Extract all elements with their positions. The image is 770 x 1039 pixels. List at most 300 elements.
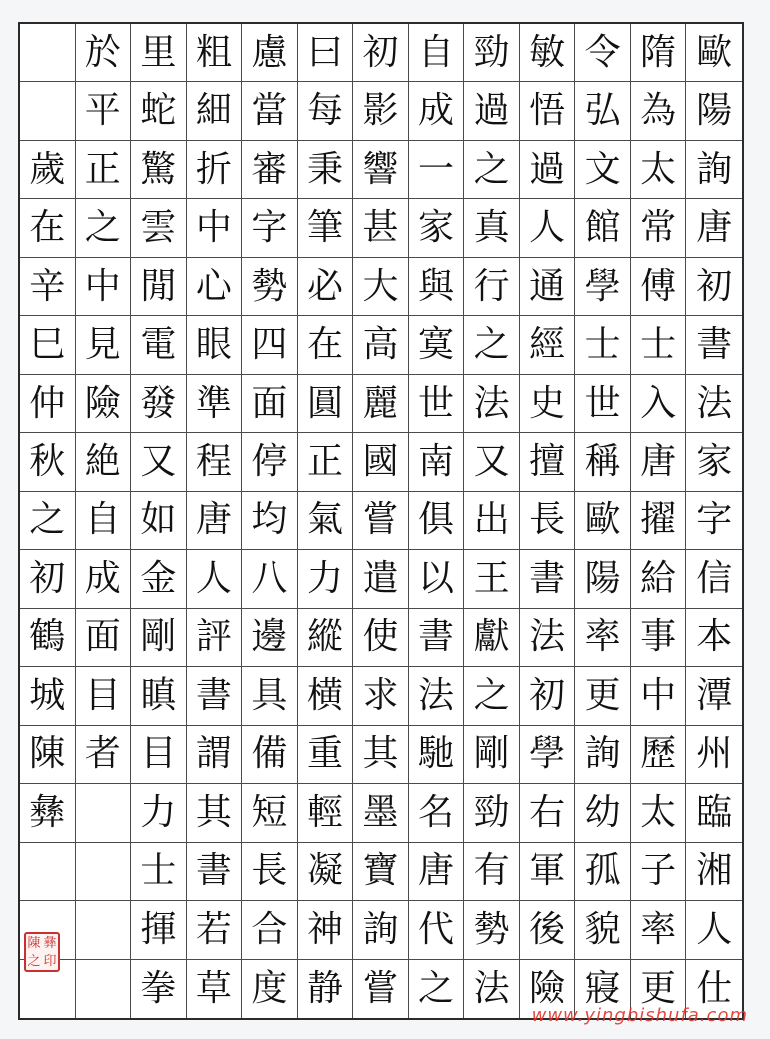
grid-cell [575,375,631,433]
grid-cell [76,258,132,316]
grid-cell [76,316,132,374]
grid-cell [353,258,409,316]
grid-cell [76,784,132,842]
grid-cell [131,960,187,1018]
grid-cell [464,667,520,725]
character: 悟 [529,90,566,132]
character: 更 [584,674,621,716]
character: 每 [306,90,343,132]
grid-cell [520,433,576,491]
grid-cell [631,316,687,374]
character: 太 [640,791,677,833]
character: 之 [84,207,121,249]
character: 有 [473,850,510,892]
character: 與 [418,265,455,307]
character: 本 [696,616,733,658]
grid-cell [353,492,409,550]
character: 法 [473,382,510,424]
character: 使 [362,616,399,658]
grid-cell [520,258,576,316]
grid-cell [76,960,132,1018]
grid-cell [20,375,76,433]
grid-cell [242,199,298,257]
character: 馳 [418,733,455,775]
grid-cell [76,726,132,784]
character: 為 [640,90,677,132]
grid-cell [464,141,520,199]
character: 目 [140,733,177,775]
grid-cell [464,82,520,140]
seal-character: 彝 [43,935,57,951]
grid-cell [353,901,409,959]
grid-cell [575,609,631,667]
grid-cell [76,199,132,257]
character: 麗 [362,382,399,424]
character: 詢 [696,148,733,190]
character: 寶 [362,850,399,892]
grid-cell [631,784,687,842]
character: 貌 [584,908,621,950]
character: 孤 [584,850,621,892]
character: 長 [251,850,288,892]
grid-cell [631,24,687,82]
grid-cell [298,960,354,1018]
character: 後 [529,908,566,950]
grid-cell [20,24,76,82]
grid-cell [409,784,465,842]
grid-cell [686,492,742,550]
character: 凝 [306,850,343,892]
grid-cell [298,667,354,725]
grid-cell [187,784,243,842]
character: 給 [640,557,677,599]
character: 人 [696,908,733,950]
grid-cell [409,901,465,959]
character: 家 [696,441,733,483]
character: 里 [140,31,177,73]
character: 縱 [306,616,343,658]
grid-cell [575,316,631,374]
character: 之 [473,674,510,716]
character: 中 [640,674,677,716]
site-watermark: www.yingbishufa.com [531,1005,748,1026]
grid-cell [353,199,409,257]
grid-cell [187,24,243,82]
grid-cell [131,784,187,842]
character: 一 [418,148,455,190]
character: 子 [640,850,677,892]
grid-cell [520,667,576,725]
grid-cell [131,726,187,784]
grid-cell [298,843,354,901]
character: 遣 [362,557,399,599]
character: 謂 [195,733,232,775]
grid-cell [20,492,76,550]
character: 力 [306,557,343,599]
character: 寢 [584,967,621,1009]
grid-cell [353,375,409,433]
grid-cell [131,258,187,316]
grid-cell [76,492,132,550]
character: 備 [251,733,288,775]
character: 驚 [140,148,177,190]
grid-cell [242,375,298,433]
grid-cell [520,199,576,257]
character: 書 [418,616,455,658]
character: 陽 [584,557,621,599]
character: 之 [473,148,510,190]
grid-cell [575,24,631,82]
character: 中 [84,265,121,307]
grid-cell [20,141,76,199]
grid-cell [20,609,76,667]
character: 成 [84,557,121,599]
grid-cell [242,726,298,784]
character: 字 [696,499,733,541]
grid-cell [575,901,631,959]
grid-cell [631,843,687,901]
character: 勢 [473,908,510,950]
character: 慮 [251,31,288,73]
grid-cell [409,726,465,784]
character: 勁 [473,791,510,833]
character: 審 [251,148,288,190]
character: 瞋 [140,674,177,716]
grid-cell [520,843,576,901]
grid-cell [20,316,76,374]
character: 蛇 [140,90,177,132]
grid-cell [131,550,187,608]
character: 書 [529,557,566,599]
character: 勁 [473,31,510,73]
grid-cell [353,726,409,784]
character: 曰 [306,31,343,73]
character: 歲 [29,148,66,190]
character: 若 [195,908,232,950]
character: 俱 [418,499,455,541]
grid-cell [242,609,298,667]
grid-cell [409,375,465,433]
character: 邊 [251,616,288,658]
character: 軍 [529,850,566,892]
character: 具 [251,674,288,716]
grid-cell [409,667,465,725]
grid-cell [187,843,243,901]
character: 目 [84,674,121,716]
grid-cell [409,316,465,374]
grid-cell [575,843,631,901]
character: 成 [418,90,455,132]
grid-cell [131,667,187,725]
character: 通 [529,265,566,307]
character: 在 [29,207,66,249]
character: 更 [640,967,677,1009]
grid-cell [631,667,687,725]
grid-cell [76,141,132,199]
character: 力 [140,791,177,833]
grid-cell [464,609,520,667]
grid-cell [131,199,187,257]
character: 陳 [29,733,66,775]
grid-cell [20,784,76,842]
character: 面 [84,616,121,658]
character: 湘 [696,850,733,892]
grid-cell [131,609,187,667]
character: 金 [140,557,177,599]
grid-cell [520,901,576,959]
grid-cell [298,901,354,959]
grid-cell [353,550,409,608]
grid-cell [464,433,520,491]
character: 絶 [84,441,121,483]
grid-cell [520,375,576,433]
grid-cell [76,843,132,901]
grid-cell [242,433,298,491]
character: 面 [251,382,288,424]
grid-cell [464,901,520,959]
character: 仕 [696,967,733,1009]
grid-cell [631,492,687,550]
grid-cell [353,960,409,1018]
character: 閒 [140,265,177,307]
grid-cell [686,82,742,140]
character: 當 [251,90,288,132]
grid-cell [686,316,742,374]
grid-cell [20,843,76,901]
grid-cell [520,141,576,199]
character: 筆 [306,207,343,249]
grid-cell [686,784,742,842]
grid-cell [242,316,298,374]
grid-cell [76,550,132,608]
seal-character: 陳 [27,935,41,951]
grid-cell [242,901,298,959]
grid-cell [464,24,520,82]
grid-cell [242,667,298,725]
character: 雲 [140,207,177,249]
grid-cell [242,24,298,82]
grid-cell [131,82,187,140]
grid-cell [242,843,298,901]
character: 影 [362,90,399,132]
character: 四 [251,324,288,366]
grid-cell [353,784,409,842]
character: 必 [306,265,343,307]
grid-cell [187,550,243,608]
character: 停 [251,441,288,483]
character: 秉 [306,148,343,190]
character: 如 [140,499,177,541]
grid-cell [353,843,409,901]
grid-cell [187,199,243,257]
character: 見 [84,324,121,366]
character: 評 [195,616,232,658]
grid-cell [464,375,520,433]
character: 折 [195,148,232,190]
character: 陽 [696,90,733,132]
grid-cell [131,901,187,959]
character: 州 [696,733,733,775]
grid-cell [631,550,687,608]
grid-cell [409,433,465,491]
grid-cell [631,609,687,667]
grid-cell [242,258,298,316]
character: 嘗 [362,967,399,1009]
grid-cell [631,901,687,959]
grid-cell [76,375,132,433]
character: 弘 [584,90,621,132]
grid-cell [353,667,409,725]
grid-cell [353,433,409,491]
grid-cell [76,82,132,140]
character: 敏 [529,31,566,73]
character: 短 [251,791,288,833]
grid-cell [631,199,687,257]
character: 在 [306,324,343,366]
character: 剛 [140,616,177,658]
grid-cell [464,784,520,842]
character: 神 [306,908,343,950]
grid-cell [575,667,631,725]
grid-cell [242,784,298,842]
character: 險 [84,382,121,424]
grid-cell [76,24,132,82]
character: 於 [84,31,121,73]
character: 歐 [696,31,733,73]
grid-cell [409,199,465,257]
character: 唐 [696,207,733,249]
character: 右 [529,791,566,833]
character: 氣 [306,499,343,541]
grid-cell [20,433,76,491]
grid-cell [575,550,631,608]
grid-cell [520,784,576,842]
character: 圓 [306,382,343,424]
grid-cell [131,316,187,374]
grid-cell [187,492,243,550]
character: 以 [418,557,455,599]
character: 文 [584,148,621,190]
character: 歐 [584,499,621,541]
grid-cell [631,433,687,491]
character: 臨 [696,791,733,833]
character: 唐 [640,441,677,483]
character: 史 [529,382,566,424]
character: 自 [84,499,121,541]
grid-cell [520,726,576,784]
character: 揮 [140,908,177,950]
character: 學 [529,733,566,775]
grid-cell [686,258,742,316]
grid-cell [520,550,576,608]
grid-cell [20,258,76,316]
character: 過 [529,148,566,190]
character: 求 [362,674,399,716]
grid-cell [520,492,576,550]
character: 之 [29,499,66,541]
grid-cell [76,433,132,491]
character: 中 [195,207,232,249]
character: 巳 [29,324,66,366]
character: 信 [696,557,733,599]
character: 人 [195,557,232,599]
character: 拳 [140,967,177,1009]
character: 輕 [306,791,343,833]
character: 世 [584,382,621,424]
grid-cell [187,433,243,491]
character: 歷 [640,733,677,775]
grid-cell [298,258,354,316]
character: 甚 [362,207,399,249]
grid-cell [464,726,520,784]
grid-cell [187,316,243,374]
grid-cell [575,82,631,140]
character: 擅 [529,441,566,483]
seal-character: 印 [43,953,57,969]
character: 長 [529,499,566,541]
character: 學 [584,265,621,307]
red-seal-stamp [24,932,60,972]
character: 代 [418,908,455,950]
character: 擢 [640,499,677,541]
grid-cell [409,492,465,550]
grid-cell [520,609,576,667]
character: 勢 [251,265,288,307]
character: 正 [84,148,121,190]
grid-cell [353,316,409,374]
grid-cell [76,609,132,667]
grid-cell [187,901,243,959]
character: 人 [529,207,566,249]
grid-cell [242,492,298,550]
character: 險 [529,967,566,1009]
calligraphy-sheet [18,22,744,1020]
character: 書 [195,850,232,892]
grid-cell [353,82,409,140]
character: 詢 [584,733,621,775]
character: 寞 [418,324,455,366]
character: 大 [362,265,399,307]
character: 傅 [640,265,677,307]
grid-cell [353,24,409,82]
character: 鶴 [29,616,66,658]
character: 詢 [362,908,399,950]
grid-cell [520,82,576,140]
character: 獻 [473,616,510,658]
grid-cell [20,726,76,784]
grid-cell [464,843,520,901]
grid-cell [131,492,187,550]
grid-cell [298,24,354,82]
character: 横 [306,674,343,716]
character: 入 [640,382,677,424]
character: 令 [584,31,621,73]
character: 嘗 [362,499,399,541]
grid-cell [131,24,187,82]
grid-cell [520,316,576,374]
grid-cell [298,433,354,491]
character: 初 [529,674,566,716]
grid-cell [575,141,631,199]
grid-cell [20,667,76,725]
character: 士 [584,324,621,366]
character: 之 [473,324,510,366]
grid-cell [631,258,687,316]
grid-cell [686,726,742,784]
character: 士 [640,324,677,366]
character: 正 [306,441,343,483]
grid-cell [409,82,465,140]
